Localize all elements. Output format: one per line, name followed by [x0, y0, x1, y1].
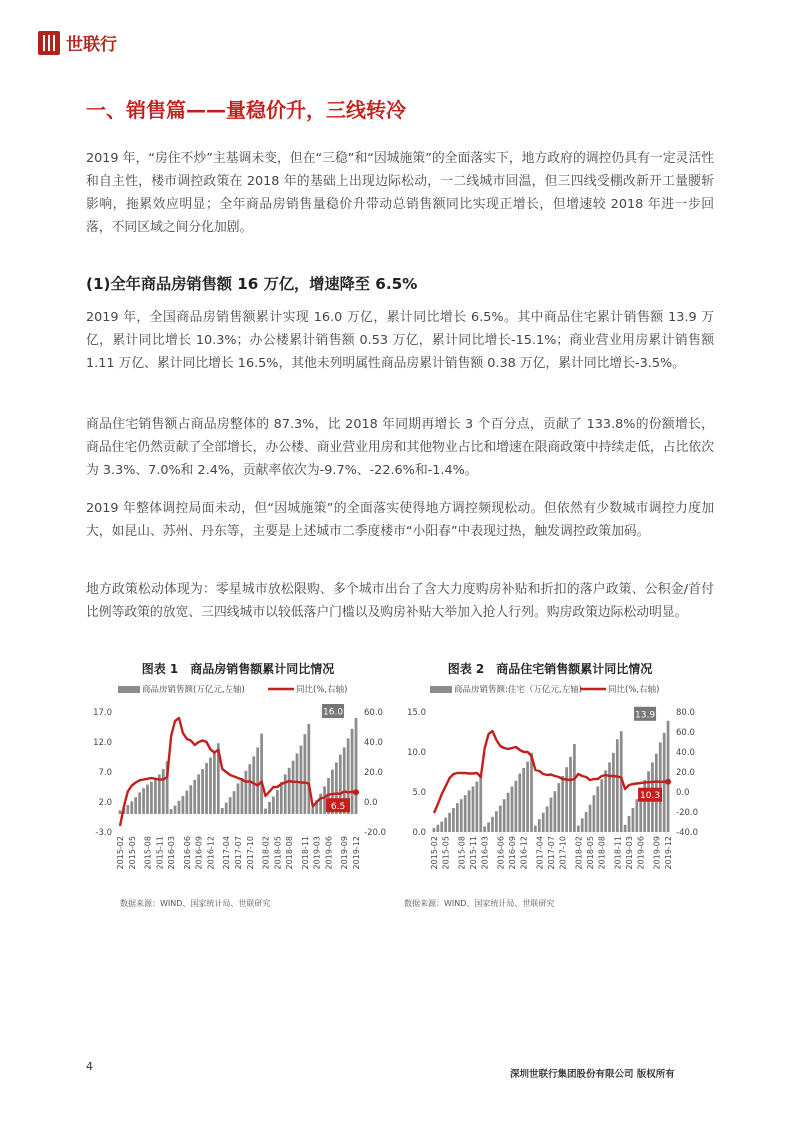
paragraph-1: 2019 年，全国商品房销售额累计实现 16.0 万亿，累计同比增长 6.5%。其中商品住宅累计销售额 13.9 万亿，累计同比增长 10.3%；办公楼累计销售额 0.53 万亿，累计同比增长-15.1%；商业营业用房累计销售额 1.11 万亿、累计同比增长 16.5%，其他未列明属性商品房累计销售额 0.38 万亿，累计同比增长-3.5%。 — [86, 310, 714, 371]
bar — [154, 778, 157, 814]
bar — [487, 822, 490, 832]
bar — [170, 809, 173, 814]
x-axis-tick: 2019-03 — [312, 836, 322, 870]
chart-1-title: 图表 1 商品房销售额累计同比情况 — [141, 662, 335, 676]
bar — [185, 791, 188, 814]
bar — [600, 779, 603, 832]
bar — [464, 795, 467, 832]
x-axis-tick: 2016-12 — [206, 836, 216, 870]
legend-line-label: 同比(%,右轴) — [608, 685, 660, 695]
x-axis-tick: 2018-11 — [613, 836, 623, 870]
bar — [561, 776, 564, 832]
x-axis-tick: 2016-09 — [507, 836, 517, 870]
x-axis-tick: 2019-09 — [340, 836, 350, 870]
bar — [518, 774, 521, 832]
bar — [296, 753, 299, 814]
bar — [624, 825, 627, 832]
x-axis-tick: 2018-05 — [273, 836, 283, 870]
bar — [628, 816, 631, 832]
bar — [237, 783, 240, 814]
right-axis-tick: 40.0 — [676, 748, 695, 758]
right-axis-tick: 60.0 — [364, 708, 383, 718]
bar — [632, 808, 635, 832]
bar — [209, 758, 212, 814]
bar — [511, 786, 514, 832]
legend-bar-swatch — [118, 686, 140, 693]
bar — [292, 761, 295, 814]
chart-1-source: 数据来源：WIND、国家统计局、世联研究 — [120, 899, 271, 908]
bar — [268, 802, 271, 814]
bar — [256, 747, 259, 814]
bar — [288, 768, 291, 814]
bar — [472, 786, 475, 832]
bar — [483, 826, 486, 832]
bar — [554, 791, 557, 832]
bar — [233, 791, 236, 814]
x-axis-tick: 2017-04 — [535, 836, 545, 870]
bar — [612, 753, 615, 832]
bar — [248, 764, 251, 814]
bar — [162, 769, 165, 814]
yoy-last-point — [353, 789, 359, 795]
bar — [130, 801, 133, 814]
bar — [530, 753, 533, 832]
x-axis-tick: 2018-08 — [597, 836, 607, 870]
x-axis-tick: 2015-02 — [429, 836, 439, 870]
bar — [456, 803, 459, 832]
bar — [264, 809, 267, 814]
bar — [355, 718, 358, 814]
right-axis-tick: -20.0 — [676, 808, 698, 818]
yoy-last-point — [665, 779, 671, 785]
x-axis-tick: 2019-06 — [636, 836, 646, 870]
bar — [499, 806, 502, 832]
bar — [550, 798, 553, 832]
right-axis-tick: -20.0 — [364, 828, 386, 838]
left-axis-tick: 0.0 — [412, 828, 426, 838]
x-axis-tick: 2017-10 — [245, 836, 255, 870]
bar — [608, 762, 611, 832]
x-axis-tick: 2019-12 — [352, 836, 362, 870]
bar — [351, 729, 354, 814]
bar — [616, 739, 619, 832]
left-axis-tick: 15.0 — [407, 708, 426, 718]
right-axis-tick: 20.0 — [364, 768, 383, 778]
logo-icon — [38, 31, 60, 55]
x-axis-tick: 2016-06 — [496, 836, 506, 870]
x-axis-tick: 2018-08 — [285, 836, 295, 870]
bar-last-label: 13.9 — [635, 710, 656, 721]
bar — [197, 774, 200, 814]
right-axis-tick: 20.0 — [676, 768, 695, 778]
bar — [189, 785, 192, 814]
bar — [448, 813, 451, 832]
bar — [201, 769, 204, 814]
bar — [526, 762, 529, 832]
x-axis-tick: 2017-07 — [234, 836, 243, 870]
bar — [515, 781, 518, 832]
chart-2-source: 数据来源：WIND、国家统计局、世联研究 — [404, 899, 555, 908]
x-axis-tick: 2019-12 — [664, 836, 674, 870]
chart-1 — [88, 660, 388, 910]
x-axis-tick: 2015-05 — [441, 836, 451, 870]
bar — [534, 826, 537, 832]
bar — [581, 818, 584, 832]
bar — [573, 744, 576, 832]
right-axis-tick: 40.0 — [364, 738, 383, 748]
x-axis-tick: 2015-02 — [115, 836, 125, 870]
x-axis-tick: 2015-08 — [143, 836, 153, 870]
right-axis-tick: 0.0 — [676, 788, 690, 798]
right-axis-tick: 60.0 — [676, 728, 695, 738]
bar — [134, 797, 137, 814]
bar — [260, 734, 263, 814]
left-axis-tick: 5.0 — [412, 788, 426, 798]
left-axis-tick: 2.0 — [98, 798, 112, 808]
x-axis-tick: 2019-03 — [625, 836, 635, 870]
bar — [479, 774, 482, 832]
bar — [444, 818, 447, 832]
chart-2 — [400, 660, 700, 910]
bar — [460, 799, 463, 832]
bar — [284, 774, 287, 814]
brand-logo — [38, 30, 117, 55]
bar — [476, 782, 479, 832]
intro-paragraph: 2019 年，“房住不炒”主基调未变，但在“三稳”和“因城施策”的全面落实下，地方政府的调控仍具有一定灵活性和自主性，楼市调控政策在 2018 年的基础上出现边际松动，一二线城市回温，但三四线受棚改新开工量腰斩影响，拖累效应明显；全年商品房销售量稳价升带动总销售额同比实现正增长，但增速较 2018 年进一步回落，不同区域之间分化加剧。 — [86, 151, 714, 235]
x-axis-tick: 2018-11 — [300, 836, 310, 870]
x-axis-tick: 2016-03 — [167, 836, 177, 870]
bar — [452, 808, 455, 832]
bar — [433, 828, 436, 832]
bar-last-label: 16.0 — [323, 707, 344, 718]
bar — [307, 724, 310, 814]
x-axis-tick: 2015-11 — [155, 836, 165, 870]
bar — [585, 812, 588, 832]
bar — [150, 782, 153, 814]
x-axis-tick: 2015-11 — [468, 836, 478, 870]
bar — [667, 721, 670, 832]
bar — [182, 796, 185, 814]
x-axis-tick: 2015-05 — [127, 836, 137, 870]
page-number: 4 — [86, 1060, 93, 1073]
bar — [577, 826, 580, 832]
right-axis-tick: 0.0 — [364, 798, 378, 808]
line-last-label: 10.3 — [640, 791, 661, 802]
x-axis-tick: 2016-06 — [182, 836, 192, 870]
bar — [229, 797, 232, 814]
x-axis-tick: 2019-06 — [324, 836, 334, 870]
bar — [593, 795, 596, 832]
left-axis-tick: 10.0 — [407, 748, 426, 758]
bar — [225, 803, 228, 814]
bar — [546, 806, 549, 832]
x-axis-tick: 2018-05 — [586, 836, 596, 870]
bar — [495, 811, 498, 832]
bar — [542, 813, 545, 832]
bar — [205, 763, 208, 814]
subheading: (1)全年商品房销售额 16 万亿，增速降至 6.5% — [86, 275, 418, 293]
legend-line-label: 同比(%,右轴) — [296, 685, 348, 695]
bar — [311, 807, 314, 814]
bar — [569, 757, 572, 832]
paragraph-3: 2019 年整体调控局面未动，但“因城施策”的全面落实使得地方调控频现松动。但依然有少数城市调控力度加大，如昆山、苏州、丹东等，主要是上述城市二季度楼市“小阳春”中表现过热，触发调控政策加码。 — [86, 501, 714, 539]
x-axis-tick: 2016-12 — [519, 836, 529, 870]
x-axis-tick: 2018-02 — [261, 836, 271, 870]
left-axis-tick: 7.0 — [98, 768, 112, 778]
bar — [522, 768, 525, 832]
chart-1-plot — [88, 660, 388, 900]
bar — [119, 810, 122, 814]
bar — [272, 797, 275, 814]
bar — [174, 806, 177, 814]
paragraph-2: 商品住宅销售额占商品房整体的 87.3%，比 2018 年同期再增长 3 个百分点，贡献了 133.8%的份额增长，商品住宅仍然贡献了全部增长，办公楼、商业营业用房和其他物业占比和增速在限商政策中持续走低，占比依次为 3.3%、7.0%和 2.4%，贡献率依次为-9.7%、-22.6%和-1.4%。 — [86, 417, 714, 478]
bar — [241, 778, 244, 814]
bar — [557, 783, 560, 832]
bar — [507, 793, 510, 832]
x-axis-tick: 2017-04 — [222, 836, 232, 870]
x-axis-tick: 2016-09 — [194, 836, 204, 870]
brand-name: 世联行 — [66, 35, 117, 55]
bar — [178, 801, 181, 814]
bar — [221, 808, 224, 814]
bar — [244, 771, 247, 814]
bar — [635, 799, 638, 832]
x-axis-tick: 2016-03 — [480, 836, 490, 870]
left-axis-tick: 12.0 — [93, 738, 112, 748]
bar — [280, 782, 283, 814]
bar — [126, 805, 129, 814]
line-last-label: 6.5 — [330, 801, 346, 812]
bar — [659, 742, 662, 832]
bar — [491, 817, 494, 832]
bar — [596, 786, 599, 832]
bar — [436, 825, 439, 832]
bar — [468, 790, 471, 832]
bar — [304, 734, 307, 814]
bar — [589, 805, 592, 832]
chart-2-plot — [400, 660, 700, 900]
bar — [503, 799, 506, 832]
paragraph-4: 地方政策松动体现为：零星城市放松限购、多个城市出台了含大力度购房补贴和折扣的落户政策、公积金/首付比例等政策的放宽、三四线城市以较低落户门槛以及购房补贴大举加入抢人行列。购房政策边际松动明显。 — [86, 582, 714, 620]
legend-bar-label: 商品房销售额(万亿元,左轴) — [142, 685, 245, 695]
x-axis-tick: 2017-10 — [558, 836, 568, 870]
bar — [440, 822, 443, 832]
bar — [193, 780, 196, 814]
bar — [138, 792, 141, 814]
x-axis-tick: 2018-02 — [574, 836, 584, 870]
bar — [213, 752, 216, 814]
chart-2-title: 图表 2 商品住宅销售额累计同比情况 — [447, 662, 653, 676]
x-axis-tick: 2015-08 — [457, 836, 467, 870]
bar — [538, 819, 541, 832]
bar — [319, 794, 322, 814]
bar — [565, 767, 568, 832]
x-axis-tick: 2019-09 — [652, 836, 662, 870]
left-axis-tick: 17.0 — [93, 708, 112, 718]
bar — [300, 746, 303, 814]
left-axis-tick: -3.0 — [95, 828, 112, 838]
bar — [276, 790, 279, 814]
legend-bar-swatch — [430, 686, 452, 693]
bar — [604, 770, 607, 832]
right-axis-tick: -40.0 — [676, 828, 698, 838]
bar — [146, 785, 149, 814]
section-title: 一、销售篇——量稳价升，三线转冷 — [86, 98, 406, 122]
legend-bar-label: 商品房销售额:住宅（万亿元,左轴) — [454, 685, 582, 695]
bar — [323, 786, 326, 814]
x-axis-tick: 2017-07 — [547, 836, 556, 870]
bar — [142, 788, 145, 814]
right-axis-tick: 80.0 — [676, 708, 695, 718]
copyright: 深圳世联行集团股份有限公司 版权所有 — [510, 1069, 675, 1080]
